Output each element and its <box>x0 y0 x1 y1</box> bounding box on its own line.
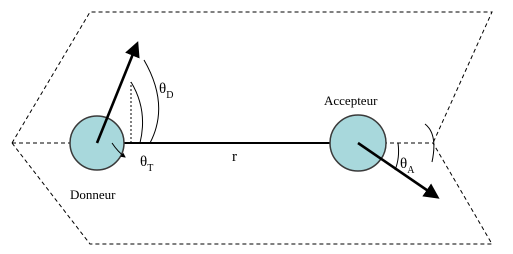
theta-t-label: $\theta_T$ <box>140 154 154 174</box>
acceptor-dipole-arrow <box>358 143 437 197</box>
theta-d-inner-arc <box>131 82 143 143</box>
donor-label: Donneur <box>70 187 116 202</box>
distance-label: r <box>232 149 237 165</box>
theta-d-label: $\theta_D$ <box>159 81 174 101</box>
acceptor-label: Accepteur <box>324 93 378 108</box>
theta-a-label: $\theta_A$ <box>400 156 415 176</box>
theta-a-arc <box>395 143 399 170</box>
theta-d-outer-arc <box>144 60 159 143</box>
